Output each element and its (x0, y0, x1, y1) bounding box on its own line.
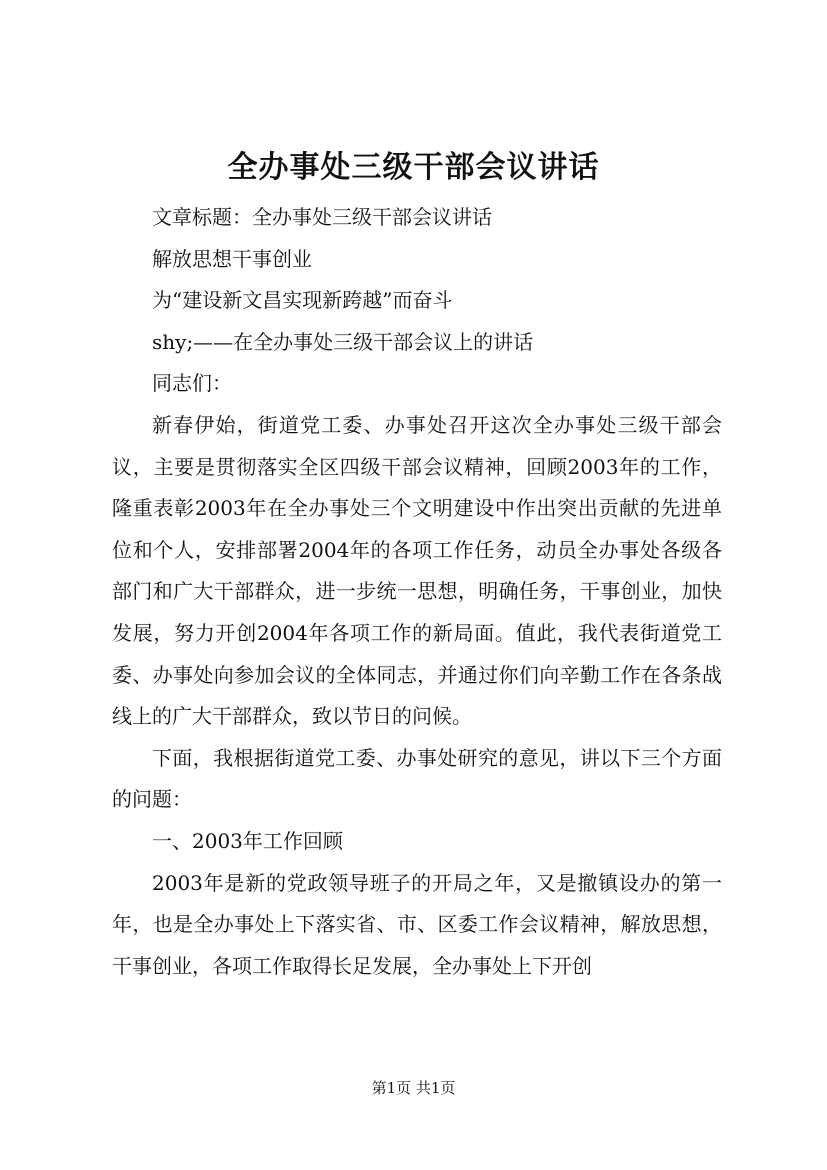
paragraph-outline: 下面，我根据街道党工委、办事处研究的意见，讲以下三个方面的问题： (112, 745, 722, 812)
paragraph-review: 2003年是新的党政领导班子的开局之年，又是撤镇设办的第一年，也是全办事处上下落实省、市、区委工作会议精神，解放思想，干事创业，各项工作取得长足发展，全办事处上下开创 (112, 870, 722, 978)
paragraph-speech-note: shy;——在全办事处三级干部会议上的讲话 (152, 329, 534, 354)
paragraph-article-title: 文章标题：全办事处三级干部会议讲话 (152, 205, 492, 229)
paragraph-salutation: 同志们： (152, 371, 232, 396)
document-title: 全办事处三级干部会议讲话 (227, 150, 600, 185)
paragraph-opening: 新春伊始，街道党工委、办事处召开这次全办事处三级干部会议，主要是贯彻落实全区四级干部会议精神，回顾2003年的工作，隆重表彰2003年在全办事处三个文明建设中作出突出贡献的先进单位和个人，安排部署2004年的各项工作任务，动员全办事处各级各部门和广大干部群众，进一步统一思想，明确任务，干事创业，加快发展，努力开创2004年各项工作的新局面。值此，我代表街道党工委、办事处向参加会议的全体同志，并通过你们向辛勤工作在各条战线上的广大干部群众，致以节日的问候。 (112, 412, 722, 729)
paragraph-slogan: 为“建设新文昌实现新跨越”而奋斗 (152, 288, 453, 313)
document-body (112, 197, 722, 987)
paragraph-subtitle: 解放思想干事创业 (152, 246, 312, 271)
section-heading-review: 一、2003年工作回顾 (152, 828, 343, 853)
page-footer: 第1页 共1页 (371, 1079, 456, 1097)
